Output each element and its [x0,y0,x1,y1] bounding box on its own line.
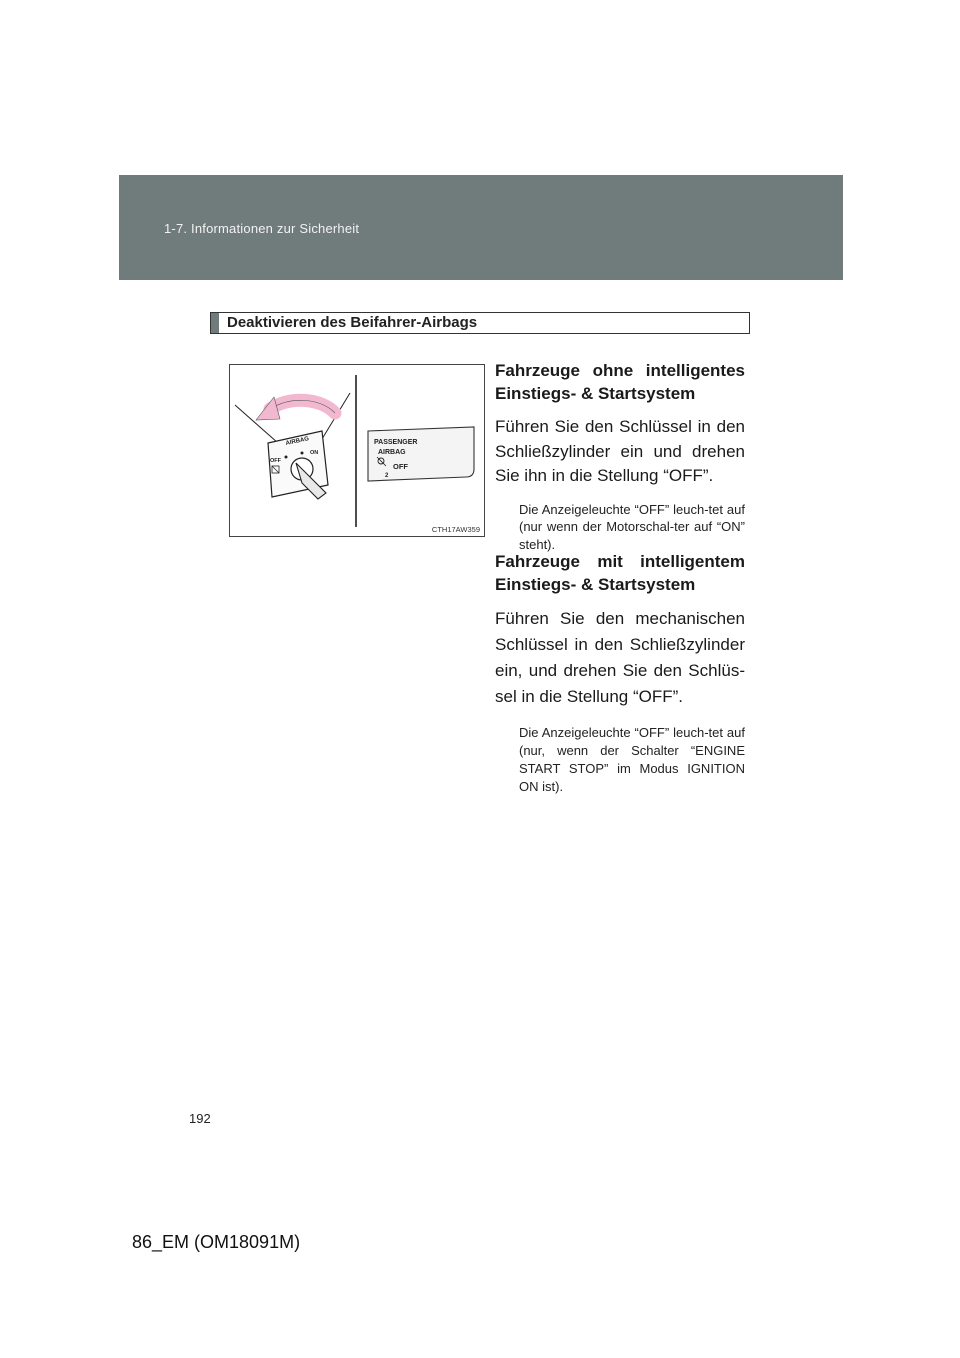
section-b-heading-line2: Einstiegs- & Startsystem [495,575,696,594]
indicator-off-label: OFF [393,462,408,471]
indicator-number: 2 [385,473,389,479]
rotation-arrow-body [270,400,335,413]
section-a-body: Führen Sie den Schlüssel in den Schließzylinder ein und drehen Sie ihn in die Stellung “OFF”. [495,417,745,485]
figure-code: CTH17AW359 [431,525,480,534]
section-b-body: Führen Sie den mechanischen Schlüssel in den Schließzylinder ein, und drehen Sie den Schlüs-sel in die Stellung “OFF”. [495,609,745,706]
airbag-switch-figure [229,364,485,537]
page-number: 192 [189,1111,211,1126]
header-band [119,175,843,280]
section-b [495,550,745,796]
switch-airbag-label: AIRBAG [285,436,310,447]
switch-off-label: OFF [270,458,281,464]
indicator-passenger-label: PASSENGER [374,439,418,446]
switch-dot-on [301,452,304,455]
section-b-note: Die Anzeigeleuchte “OFF” leuch-tet auf (nur, wenn der Schalter “ENGINE START STOP” im Modus IGNITION ON ist). [519,725,745,794]
heading-accent-bar [211,313,219,333]
footer-code: 86_EM (OM18091M) [132,1232,301,1252]
switch-on-label: ON [310,450,319,456]
section-b-heading-line1: Fahrzeuge mit intelligentem [495,552,745,571]
section-a-heading-line1: Fahrzeuge ohne intelligentes [495,361,745,380]
airbag-switch-illustration [230,365,486,538]
section-a-heading-line2: Einstiegs- & Startsystem [495,384,696,403]
indicator-airbag-label: AIRBAG [378,449,406,456]
section-heading [210,312,750,334]
section-a [495,359,745,553]
switch-dot-off [285,456,288,459]
heading-title: Deaktivieren des Beifahrer-Airbags [227,314,478,331]
section-a-note: Die Anzeigeleuchte “OFF” leuch-tet auf (nur wenn der Motorschal-ter auf “ON” steht). [519,501,745,552]
section-title: 1-7. Informationen zur Sicherheit [164,221,360,236]
